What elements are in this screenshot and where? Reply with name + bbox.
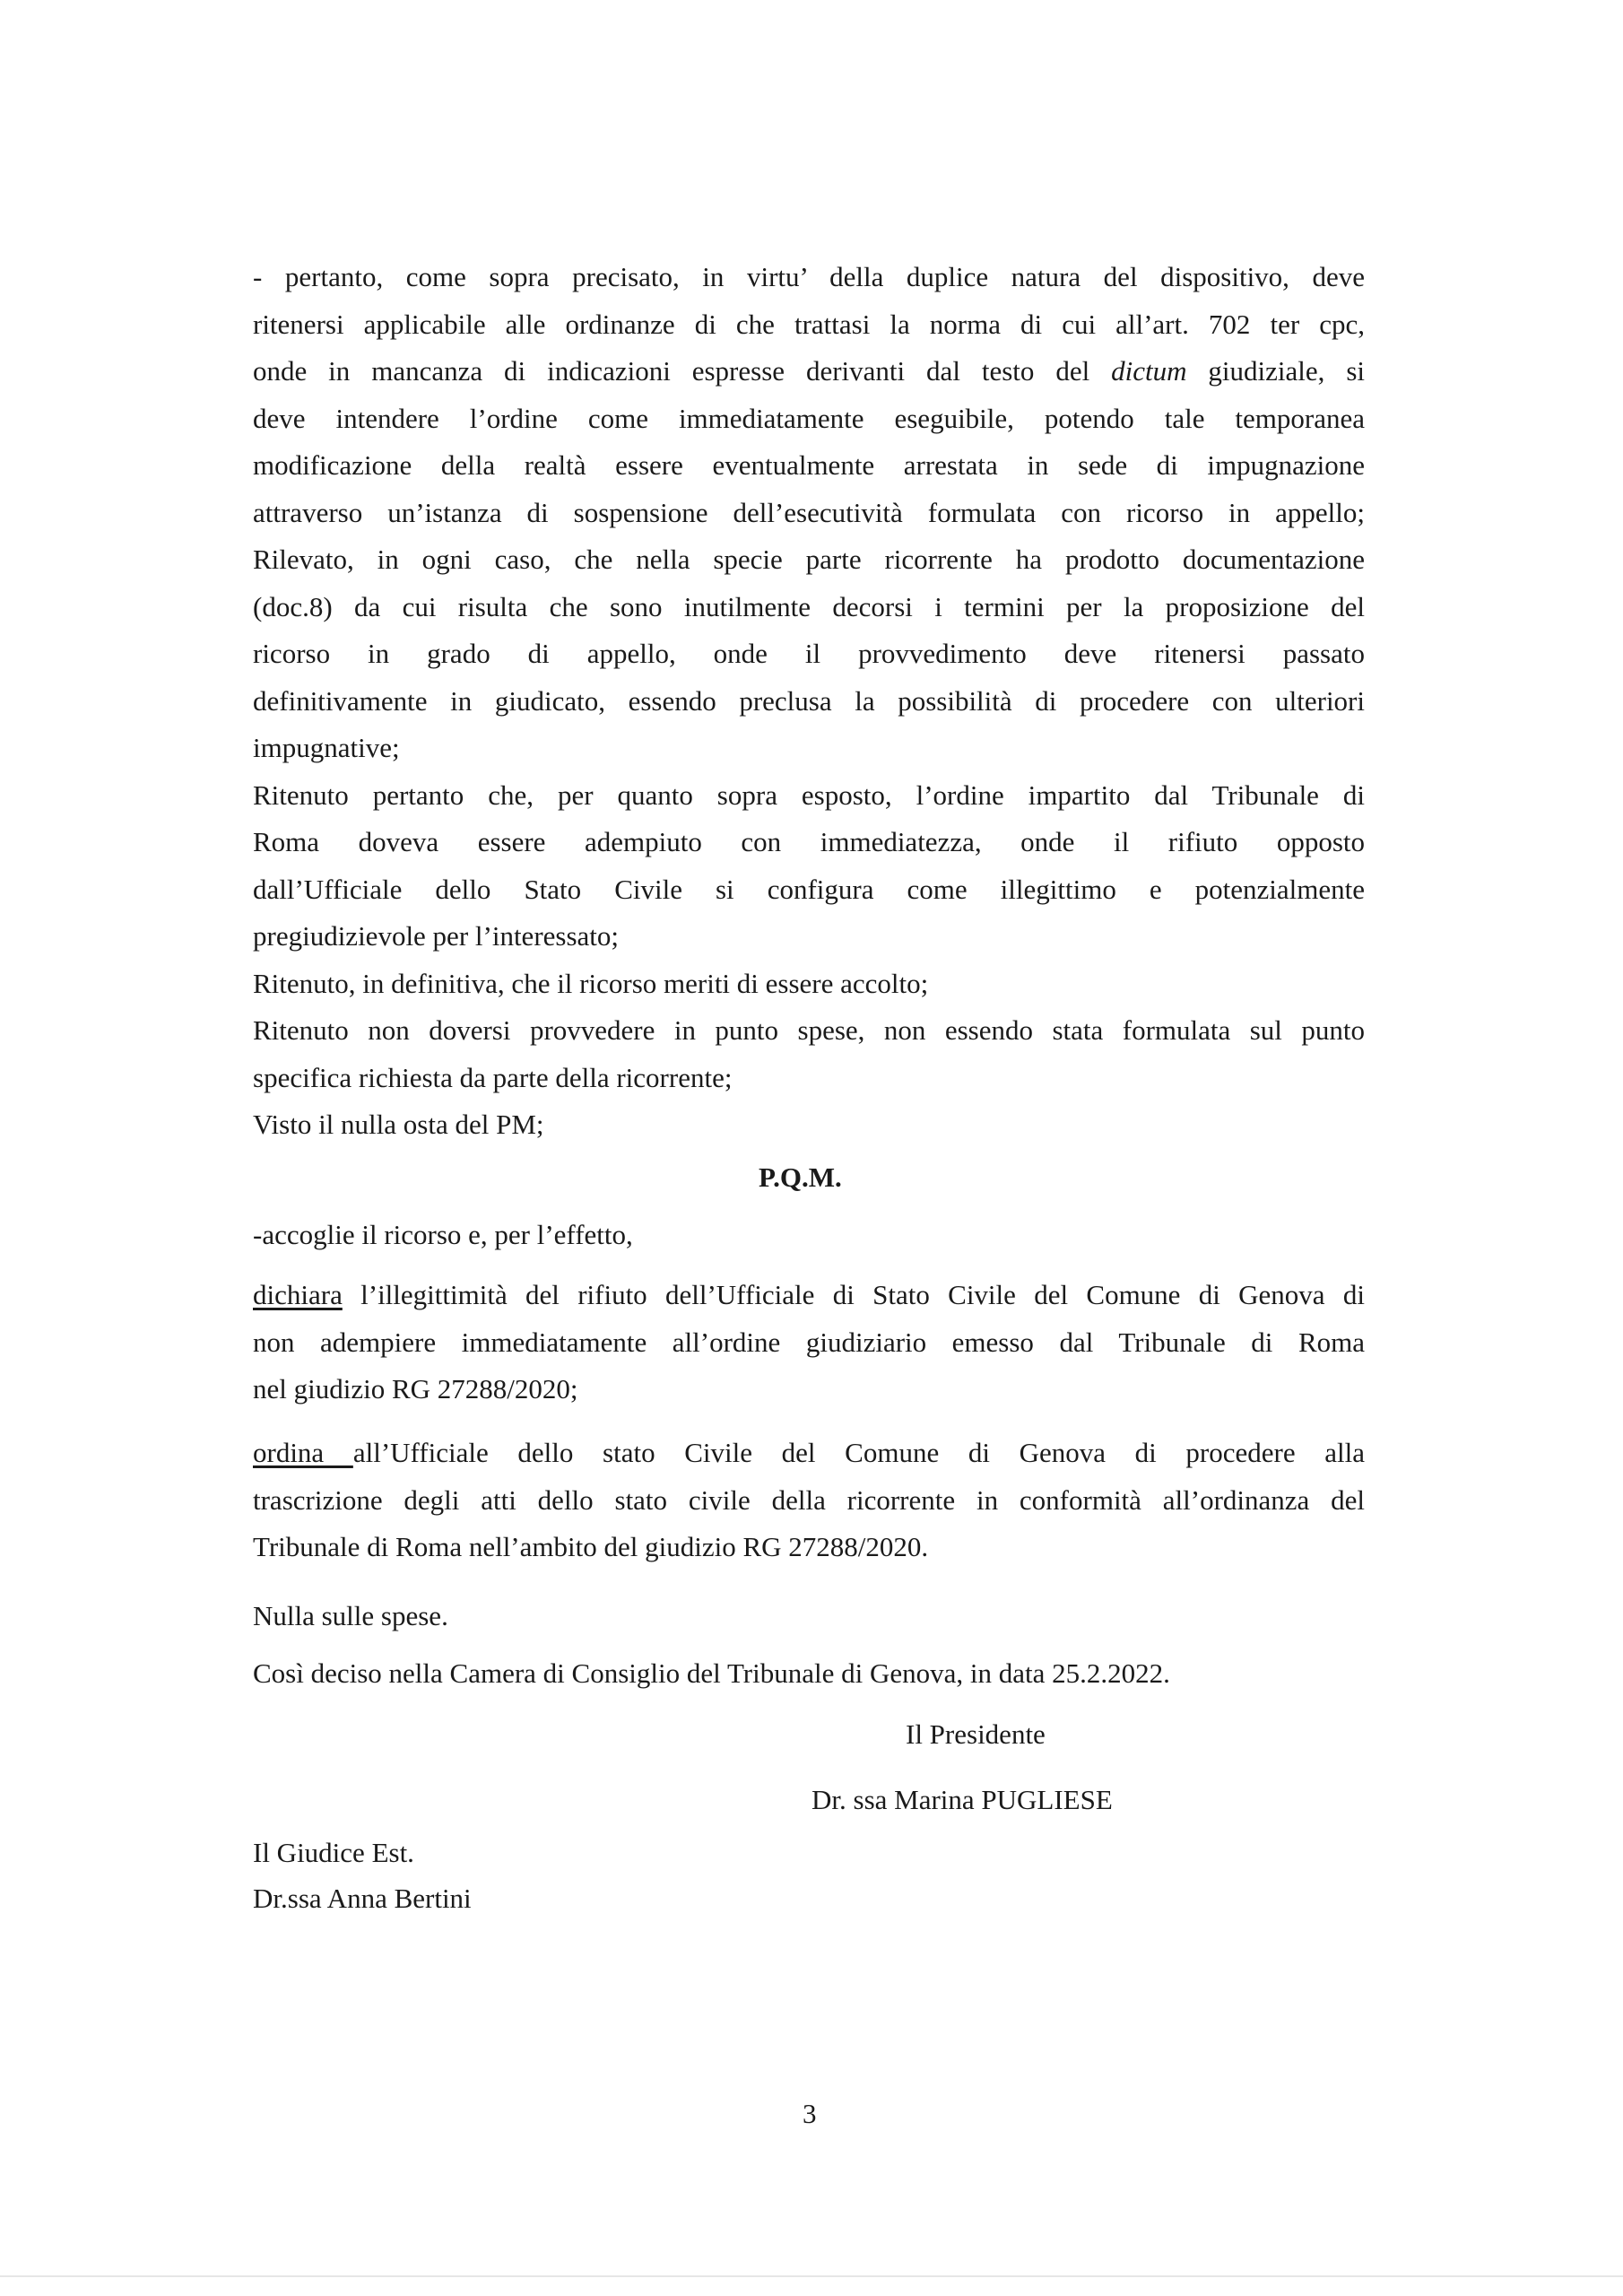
text-line: -accoglie il ricorso e, per l’effetto, (253, 1219, 633, 1250)
dichiara-keyword: dichiara (253, 1279, 343, 1310)
text-line (253, 1430, 1365, 1477)
giudice-title: Il Giudice Est. (253, 1837, 414, 1868)
cosi-deciso (253, 1650, 1365, 1698)
text-line: Visto il nulla osta del PM; (253, 1109, 544, 1140)
pqm-heading: P.Q.M. (759, 1161, 842, 1193)
text-line: trascrizione degli atti dello stato civile della ricorrente in conformità all’ordinanza del (253, 1483, 1365, 1516)
text-line: Ritenuto pertanto che, per quanto sopra esposto, l’ordine impartito dal Tribunale di (253, 778, 1365, 811)
text-line: specifica richiesta da parte della ricorrente; (253, 1061, 733, 1093)
text-line: Nulla sulle spese. (253, 1600, 448, 1631)
text-line: impugnative; (253, 732, 400, 763)
text-line: deve intendere l’ordine come immediatamente eseguibile, potendo tale temporanea (253, 402, 1365, 434)
text-line: (doc.8) da cui risulta che sono inutilmente decorsi i termini per la proposizione del (253, 590, 1365, 622)
text-line: Roma doveva essere adempiuto con immediatezza, onde il rifiuto opposto (253, 826, 1365, 857)
text-line: pregiudizievole per l’interessato; (253, 920, 620, 952)
text-line: ritenersi applicabile alle ordinanze di che trattasi la norma di cui all’art. 702 ter cpc, (253, 308, 1365, 340)
giudice-name: Dr.ssa Anna Bertini (253, 1883, 472, 1914)
dichiara-clause (253, 1272, 1365, 1413)
text-line: dall’Ufficiale dello Stato Civile si configura come illegittimo e potenzialmente (253, 873, 1365, 905)
text-segment: all’Ufficiale dello stato Civile del Comune di Genova di procedere alla (352, 1437, 1365, 1468)
text-line: Tribunale di Roma nell’ambito del giudizio RG 27288/2020. (253, 1531, 929, 1562)
text-line: attraverso un’istanza di sospensione dell’esecutività formulata con ricorso in appello; (253, 496, 1365, 528)
text-line: modificazione della realtà essere eventualmente arrestata in sede di impugnazione (253, 449, 1365, 481)
scan-edge-divider (0, 2275, 1623, 2277)
text-line: Ritenuto, in definitiva, che il ricorso meriti di essere accolto; (253, 967, 929, 999)
text-segment: giudiziale, si (1186, 355, 1366, 387)
presidente-title: Il Presidente (906, 1718, 1046, 1750)
italic-term: dictum (1111, 355, 1187, 387)
page-number: 3 (803, 2098, 817, 2129)
text-segment: onde in mancanza di indicazioni espresse derivanti dal testo del (253, 355, 1112, 387)
text-line: Così deciso nella Camera di Consiglio del Tribunale di Genova, in data 25.2.2022. (253, 1657, 1170, 1689)
text-line: definitivamente in giudicato, essendo preclusa la possibilità di procedere con ulteriori (253, 684, 1365, 717)
text-line: non adempiere immediatamente all’ordine giudiziario emesso dal Tribunale di Roma (253, 1326, 1365, 1358)
ordina-clause (253, 1430, 1365, 1571)
text-line (253, 1272, 1365, 1319)
text-line: ricorso in grado di appello, onde il provvedimento deve ritenersi passato (253, 638, 1365, 669)
presidente-name: Dr. ssa Marina PUGLIESE (812, 1784, 1113, 1815)
text-line: Rilevato, in ogni caso, che nella specie parte ricorrente ha prodotto documentazione (253, 544, 1365, 575)
ordina-keyword: ordina (253, 1437, 353, 1468)
text-segment: l’illegittimità del rifiuto dell’Ufficiale di Stato Civile del Comune di Genova di (342, 1279, 1365, 1310)
text-line: - pertanto, come sopra precisato, in virtu’ della duplice natura del dispositivo, deve (253, 261, 1365, 292)
accoglie-clause (253, 1212, 1365, 1259)
text-line: Ritenuto non doversi provvedere in punto spese, non essendo stata formulata sul punto (253, 1014, 1365, 1046)
text-line (253, 348, 1365, 396)
reasoning-paragraph (253, 254, 1365, 1149)
nulla-spese (253, 1593, 1365, 1640)
text-line: nel giudizio RG 27288/2020; (253, 1373, 578, 1405)
